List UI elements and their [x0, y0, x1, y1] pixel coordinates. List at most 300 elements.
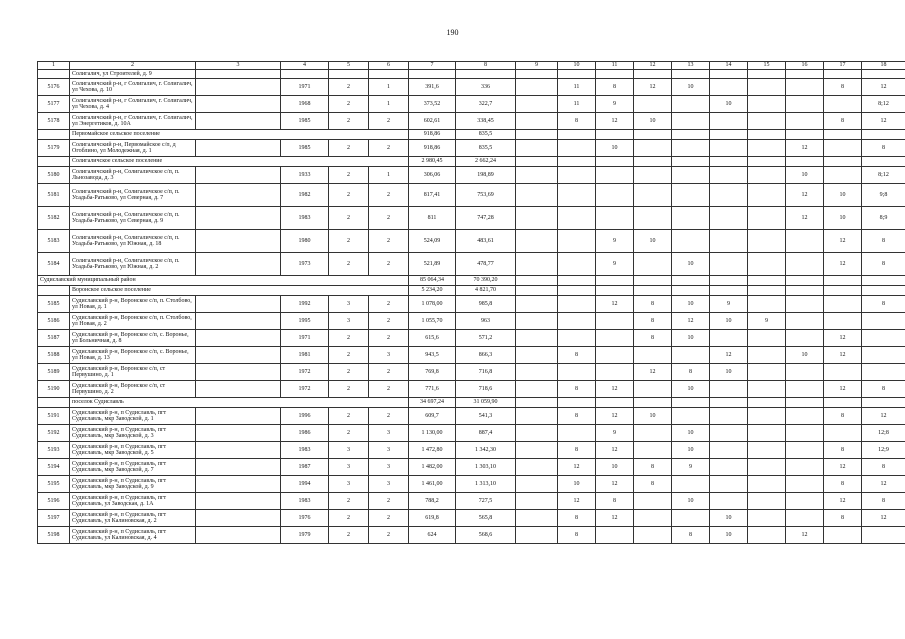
- value-cell: [748, 493, 786, 510]
- value-cell: 10: [596, 140, 634, 157]
- table-row: [38, 425, 905, 442]
- column-number: 6: [369, 62, 409, 70]
- value-cell: 3: [329, 442, 369, 459]
- total-area-cell: 5 234,20: [409, 286, 456, 296]
- row-id-cell: 5185: [38, 296, 70, 313]
- address-cell: Судиславский р-н, Воронское с/п, с. Воронье, ул Больничная, д. 8: [70, 330, 196, 347]
- address-cell: Судиславский р-н, Воронское с/п, п. Столбово, ул Новая, д. 2: [70, 313, 196, 330]
- table-row: [38, 230, 905, 253]
- value-cell: [558, 253, 596, 276]
- empty-cell: [824, 286, 862, 296]
- value-cell: [558, 207, 596, 230]
- value-cell: [672, 408, 710, 425]
- address-cell: Судиславский р-н, п Судиславль, пгт Судиславль, мкр Заводской, д. 3: [70, 425, 196, 442]
- table-row: [38, 70, 905, 79]
- value-cell: [748, 408, 786, 425]
- value-cell: 10: [672, 79, 710, 96]
- empty-cell: [672, 276, 710, 286]
- value-cell: 10: [672, 330, 710, 347]
- value-cell: [786, 493, 824, 510]
- value-cell: 8: [862, 140, 905, 157]
- address-cell: Солигаличский р-н, Солигаличское с/п, п. Усадьба-Ратьково, ул Южная, д. 2: [70, 253, 196, 276]
- empty-cell: [196, 113, 281, 130]
- row-id-cell: 5191: [38, 408, 70, 425]
- empty-cell: [634, 398, 672, 408]
- value-cell: [786, 381, 824, 398]
- value-cell: 9: [596, 230, 634, 253]
- empty-cell: [596, 276, 634, 286]
- empty-cell: [38, 286, 70, 296]
- value-cell: 727,5: [456, 493, 516, 510]
- year-cell: [281, 70, 329, 79]
- value-cell: 12;9: [862, 442, 905, 459]
- empty-cell: [862, 286, 905, 296]
- value-cell: [748, 140, 786, 157]
- empty-cell: [596, 286, 634, 296]
- row-id-cell: 5186: [38, 313, 70, 330]
- value-cell: 1 342,30: [456, 442, 516, 459]
- row-id-cell: 5190: [38, 381, 70, 398]
- value-cell: 10: [824, 184, 862, 207]
- empty-cell: [672, 157, 710, 167]
- value-cell: 8;12: [862, 96, 905, 113]
- empty-cell: [596, 157, 634, 167]
- value-cell: 9: [748, 313, 786, 330]
- value-cell: [634, 425, 672, 442]
- empty-cell: [516, 157, 558, 167]
- value-cell: 336: [456, 79, 516, 96]
- row-id-cell: 5189: [38, 364, 70, 381]
- year-cell: 1933: [281, 167, 329, 184]
- value-cell: 8: [634, 296, 672, 313]
- address-cell: Судиславский р-н, п Судиславль, пгт Судиславль, мкр Заводской, д. 5: [70, 442, 196, 459]
- value-cell: 12: [634, 79, 672, 96]
- value-cell: 10: [710, 510, 748, 527]
- value-cell: [672, 140, 710, 157]
- value-cell: [672, 476, 710, 493]
- total-living-area-cell: 835,5: [456, 130, 516, 140]
- value-cell: 2: [329, 364, 369, 381]
- value-cell: [516, 459, 558, 476]
- value-cell: [748, 459, 786, 476]
- address-cell: Судиславский р-н, Воронское с/п, ст Первушино, д. 2: [70, 381, 196, 398]
- value-cell: 8: [824, 510, 862, 527]
- table-row: [38, 527, 905, 544]
- value-cell: 1 313,10: [456, 476, 516, 493]
- value-cell: 3: [369, 442, 409, 459]
- value-cell: 12: [786, 140, 824, 157]
- value-cell: [516, 381, 558, 398]
- year-cell: 1992: [281, 296, 329, 313]
- table-row: [38, 296, 905, 313]
- year-cell: 1981: [281, 347, 329, 364]
- value-cell: [516, 184, 558, 207]
- value-cell: [634, 184, 672, 207]
- value-cell: 306,06: [409, 167, 456, 184]
- row-id-cell: 5176: [38, 79, 70, 96]
- year-cell: 1972: [281, 381, 329, 398]
- address-cell: Солигаличский р-н, г Солигалич, г. Солигалич, ул Чехова, д. 4: [70, 96, 196, 113]
- value-cell: 483,61: [456, 230, 516, 253]
- value-cell: 1: [369, 167, 409, 184]
- year-cell: 1985: [281, 113, 329, 130]
- value-cell: [786, 70, 824, 79]
- table-row: [38, 253, 905, 276]
- value-cell: 12: [786, 207, 824, 230]
- value-cell: [516, 364, 558, 381]
- value-cell: 8: [596, 79, 634, 96]
- value-cell: 2: [329, 510, 369, 527]
- table-row: [38, 113, 905, 130]
- year-cell: 1983: [281, 493, 329, 510]
- value-cell: [786, 442, 824, 459]
- row-id-cell: 5194: [38, 459, 70, 476]
- value-cell: 811: [409, 207, 456, 230]
- value-cell: [710, 167, 748, 184]
- value-cell: [748, 113, 786, 130]
- value-cell: 615,6: [409, 330, 456, 347]
- value-cell: 2: [329, 253, 369, 276]
- value-cell: 8: [634, 330, 672, 347]
- value-cell: 10: [786, 167, 824, 184]
- empty-cell: [862, 398, 905, 408]
- column-number: 11: [596, 62, 634, 70]
- value-cell: 1 461,00: [409, 476, 456, 493]
- value-cell: 2: [369, 408, 409, 425]
- value-cell: 3: [369, 476, 409, 493]
- value-cell: 8: [596, 493, 634, 510]
- empty-cell: [748, 157, 786, 167]
- value-cell: 9: [596, 253, 634, 276]
- year-cell: 1986: [281, 425, 329, 442]
- value-cell: 747,28: [456, 207, 516, 230]
- table-row: [38, 493, 905, 510]
- value-cell: [369, 70, 409, 79]
- total-area-cell: 34 697,24: [409, 398, 456, 408]
- value-cell: [710, 493, 748, 510]
- column-number: 15: [748, 62, 786, 70]
- value-cell: [824, 527, 862, 544]
- value-cell: 10: [710, 313, 748, 330]
- value-cell: [516, 330, 558, 347]
- value-cell: [634, 167, 672, 184]
- row-id-cell: 5182: [38, 207, 70, 230]
- empty-cell: [196, 96, 281, 113]
- value-cell: [558, 184, 596, 207]
- value-cell: 2: [329, 96, 369, 113]
- value-cell: [409, 70, 456, 79]
- table-row: [38, 79, 905, 96]
- value-cell: [596, 184, 634, 207]
- row-id-cell: 5178: [38, 113, 70, 130]
- value-cell: 2: [329, 381, 369, 398]
- table-row: [38, 408, 905, 425]
- value-cell: 2: [369, 140, 409, 157]
- value-cell: [596, 70, 634, 79]
- value-cell: [786, 230, 824, 253]
- value-cell: [516, 253, 558, 276]
- value-cell: 1 482,00: [409, 459, 456, 476]
- section-label-cell: Воронское сельское поселение: [70, 286, 409, 296]
- value-cell: [634, 253, 672, 276]
- value-cell: 9;8: [862, 184, 905, 207]
- value-cell: [516, 313, 558, 330]
- empty-cell: [196, 313, 281, 330]
- value-cell: 8: [558, 347, 596, 364]
- value-cell: [672, 70, 710, 79]
- value-cell: [596, 330, 634, 347]
- value-cell: [824, 70, 862, 79]
- year-cell: 1983: [281, 207, 329, 230]
- table-row: [38, 140, 905, 157]
- value-cell: [672, 207, 710, 230]
- empty-cell: [634, 130, 672, 140]
- year-cell: 1972: [281, 364, 329, 381]
- value-cell: 12: [862, 408, 905, 425]
- value-cell: 769,8: [409, 364, 456, 381]
- address-cell: Судиславский р-н, Воронское с/п, ст Первушино, д. 1: [70, 364, 196, 381]
- section-row: [38, 157, 905, 167]
- value-cell: [516, 347, 558, 364]
- value-cell: [329, 70, 369, 79]
- value-cell: 866,3: [456, 347, 516, 364]
- value-cell: 8: [558, 408, 596, 425]
- empty-cell: [196, 425, 281, 442]
- value-cell: [558, 425, 596, 442]
- value-cell: 602,61: [409, 113, 456, 130]
- district-label-cell: Судиславский муниципальный район: [38, 276, 409, 286]
- empty-cell: [516, 398, 558, 408]
- value-cell: [634, 510, 672, 527]
- value-cell: 2: [369, 230, 409, 253]
- value-cell: 12: [862, 113, 905, 130]
- value-cell: 10: [672, 425, 710, 442]
- value-cell: [516, 425, 558, 442]
- value-cell: 1 130,00: [409, 425, 456, 442]
- value-cell: 753,69: [456, 184, 516, 207]
- empty-cell: [558, 276, 596, 286]
- value-cell: 10: [710, 527, 748, 544]
- value-cell: [710, 330, 748, 347]
- value-cell: 2: [369, 113, 409, 130]
- value-cell: 8: [634, 313, 672, 330]
- empty-cell: [862, 130, 905, 140]
- year-cell: 1987: [281, 459, 329, 476]
- value-cell: 3: [369, 459, 409, 476]
- value-cell: 716,8: [456, 364, 516, 381]
- value-cell: 2: [329, 167, 369, 184]
- address-cell: Судиславский р-н, Воронское с/п, п. Столбово, ул Новая, д. 1: [70, 296, 196, 313]
- value-cell: 8: [558, 381, 596, 398]
- column-number: 10: [558, 62, 596, 70]
- value-cell: 8;12: [862, 167, 905, 184]
- empty-cell: [786, 286, 824, 296]
- empty-cell: [824, 130, 862, 140]
- empty-cell: [38, 157, 70, 167]
- housing-register-table: [37, 61, 905, 544]
- row-id-cell: 5184: [38, 253, 70, 276]
- value-cell: 9: [596, 425, 634, 442]
- value-cell: 10: [710, 364, 748, 381]
- value-cell: 12: [824, 381, 862, 398]
- address-cell: Судиславский р-н, п Судиславль, пгт Судиславль, мкр Заводской, д. 1: [70, 408, 196, 425]
- value-cell: 12: [596, 510, 634, 527]
- empty-cell: [196, 70, 281, 79]
- address-cell: Солигалич, ул Строителей, д. 9: [70, 70, 196, 79]
- value-cell: [786, 296, 824, 313]
- total-area-cell: 2 980,45: [409, 157, 456, 167]
- column-number: 12: [634, 62, 672, 70]
- table-row: [38, 459, 905, 476]
- value-cell: [672, 230, 710, 253]
- value-cell: [710, 459, 748, 476]
- value-cell: 10: [710, 96, 748, 113]
- year-cell: 1968: [281, 96, 329, 113]
- value-cell: 10: [786, 347, 824, 364]
- value-cell: [748, 296, 786, 313]
- value-cell: [634, 96, 672, 113]
- value-cell: 8: [824, 113, 862, 130]
- value-cell: 3: [369, 425, 409, 442]
- value-cell: [786, 253, 824, 276]
- value-cell: 2: [369, 364, 409, 381]
- value-cell: [748, 425, 786, 442]
- value-cell: [710, 140, 748, 157]
- value-cell: 322,7: [456, 96, 516, 113]
- value-cell: 3: [329, 296, 369, 313]
- value-cell: [786, 313, 824, 330]
- value-cell: 8: [672, 364, 710, 381]
- empty-cell: [824, 157, 862, 167]
- value-cell: 963: [456, 313, 516, 330]
- value-cell: 8: [862, 381, 905, 398]
- value-cell: 8: [634, 459, 672, 476]
- empty-cell: [596, 130, 634, 140]
- row-id-cell: 5197: [38, 510, 70, 527]
- row-id-cell: 5188: [38, 347, 70, 364]
- row-id-cell: 5198: [38, 527, 70, 544]
- empty-cell: [196, 510, 281, 527]
- value-cell: [596, 347, 634, 364]
- column-number: 5: [329, 62, 369, 70]
- value-cell: 12: [824, 347, 862, 364]
- value-cell: 571,2: [456, 330, 516, 347]
- empty-cell: [862, 276, 905, 286]
- value-cell: [748, 442, 786, 459]
- value-cell: [710, 230, 748, 253]
- value-cell: 8: [824, 408, 862, 425]
- value-cell: 1 055,70: [409, 313, 456, 330]
- empty-cell: [196, 527, 281, 544]
- value-cell: [748, 184, 786, 207]
- value-cell: 8: [634, 476, 672, 493]
- value-cell: [596, 207, 634, 230]
- value-cell: [710, 381, 748, 398]
- row-id-cell: 5181: [38, 184, 70, 207]
- empty-cell: [824, 398, 862, 408]
- value-cell: 2: [369, 313, 409, 330]
- value-cell: [516, 296, 558, 313]
- value-cell: [710, 184, 748, 207]
- year-cell: 1980: [281, 230, 329, 253]
- value-cell: 12: [634, 364, 672, 381]
- value-cell: [596, 527, 634, 544]
- empty-cell: [710, 157, 748, 167]
- value-cell: 12: [786, 184, 824, 207]
- value-cell: [516, 207, 558, 230]
- table-row: [38, 313, 905, 330]
- address-cell: Судиславский р-н, п Судиславль, пгт Судиславль, ул Калиновская, д. 4: [70, 527, 196, 544]
- value-cell: 565,8: [456, 510, 516, 527]
- section-row: [38, 398, 905, 408]
- value-cell: 8: [862, 230, 905, 253]
- empty-cell: [672, 398, 710, 408]
- empty-cell: [516, 130, 558, 140]
- empty-cell: [710, 276, 748, 286]
- empty-cell: [38, 398, 70, 408]
- row-id-cell: 5192: [38, 425, 70, 442]
- value-cell: 2: [329, 527, 369, 544]
- value-cell: 10: [634, 408, 672, 425]
- value-cell: 2: [329, 330, 369, 347]
- value-cell: 9: [710, 296, 748, 313]
- value-cell: [634, 493, 672, 510]
- value-cell: 2: [329, 113, 369, 130]
- empty-cell: [196, 459, 281, 476]
- empty-cell: [196, 408, 281, 425]
- empty-cell: [196, 364, 281, 381]
- address-cell: Судиславский р-н, Воронское с/п, с. Воронье, ул Новая, д. 13: [70, 347, 196, 364]
- column-number: 2: [70, 62, 196, 70]
- value-cell: [634, 347, 672, 364]
- value-cell: [634, 70, 672, 79]
- empty-cell: [516, 286, 558, 296]
- address-cell: Судиславский р-н, п Судиславль, пгт Судиславль, ул Калиновская, д. 2: [70, 510, 196, 527]
- empty-cell: [748, 286, 786, 296]
- value-cell: 2: [369, 381, 409, 398]
- value-cell: 2: [369, 207, 409, 230]
- value-cell: 619,8: [409, 510, 456, 527]
- column-number: 4: [281, 62, 329, 70]
- value-cell: 541,3: [456, 408, 516, 425]
- empty-cell: [196, 381, 281, 398]
- value-cell: 10: [558, 476, 596, 493]
- value-cell: 12: [786, 527, 824, 544]
- empty-cell: [38, 130, 70, 140]
- column-number: 17: [824, 62, 862, 70]
- value-cell: 10: [824, 207, 862, 230]
- value-cell: [710, 207, 748, 230]
- value-cell: 8: [824, 442, 862, 459]
- value-cell: 2: [329, 79, 369, 96]
- table-row: [38, 476, 905, 493]
- value-cell: 568,6: [456, 527, 516, 544]
- value-cell: [786, 364, 824, 381]
- value-cell: 10: [596, 459, 634, 476]
- value-cell: 788,2: [409, 493, 456, 510]
- value-cell: 8: [824, 79, 862, 96]
- value-cell: [824, 167, 862, 184]
- empty-cell: [196, 184, 281, 207]
- value-cell: 9: [596, 96, 634, 113]
- value-cell: [516, 527, 558, 544]
- total-living-area-cell: 2 662,24: [456, 157, 516, 167]
- value-cell: 12: [558, 493, 596, 510]
- total-area-cell: 85 064,34: [409, 276, 456, 286]
- value-cell: [710, 70, 748, 79]
- value-cell: [558, 167, 596, 184]
- value-cell: [634, 527, 672, 544]
